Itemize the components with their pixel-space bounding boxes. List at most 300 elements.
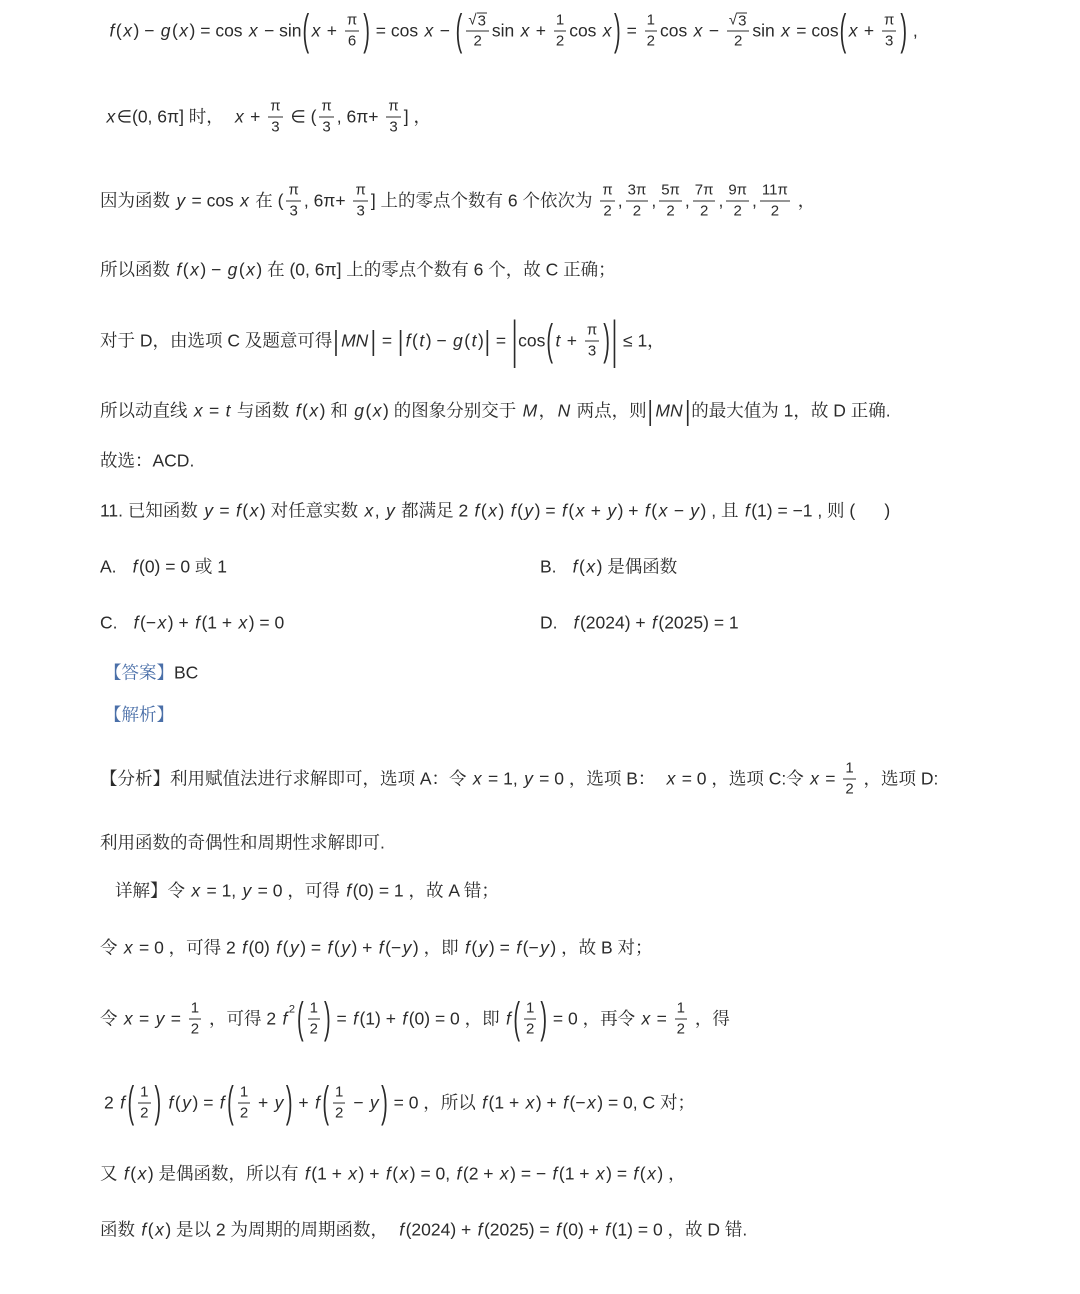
math-variable: y	[607, 500, 617, 521]
fraction-numerator: π	[882, 12, 896, 32]
right-bar: |	[685, 395, 691, 427]
text-run: 因为函数	[100, 190, 175, 211]
right-bar: |	[611, 312, 618, 370]
text-run: ) 是偶函数，所以有	[147, 1163, 304, 1184]
text-run: 又	[100, 1163, 123, 1184]
math-variable: y	[690, 500, 700, 521]
text-run: ) =	[488, 937, 515, 958]
text-run: +	[561, 330, 582, 351]
math-variable: x	[424, 20, 434, 41]
math-variable: y	[341, 937, 350, 958]
math-variable: f	[652, 612, 657, 633]
fraction-numerator: π	[600, 182, 614, 202]
fraction	[882, 12, 896, 51]
math-variable: f	[405, 330, 411, 351]
parenthesized-group	[839, 6, 908, 56]
math-variable: f	[235, 500, 241, 521]
text-run: (	[412, 330, 418, 351]
math-variable: f	[133, 612, 139, 633]
group-content	[518, 316, 611, 366]
text-run: ) ，故 B 对；	[550, 937, 653, 958]
math-variable: f	[572, 556, 578, 577]
math-variable: f	[276, 937, 282, 958]
text-run: ,	[374, 500, 385, 521]
text-run: ) = 0, C 对；	[597, 1092, 696, 1113]
math-variable: f	[378, 937, 384, 958]
detail-line-1	[115, 881, 499, 902]
text-run: 令	[100, 1008, 123, 1029]
text-run: ) =	[300, 937, 326, 958]
fraction-numerator: 1	[554, 12, 566, 32]
text-run: √	[728, 11, 738, 29]
math-variable: M	[522, 400, 538, 421]
parenthesized-group	[296, 994, 332, 1044]
parenthesized-group	[126, 1078, 162, 1128]
math-variable: x	[123, 1008, 133, 1029]
right-parenthesis: )	[900, 6, 907, 56]
text-run: ，得	[690, 1008, 730, 1029]
math-variable: t	[471, 330, 477, 351]
text-run: 与函数	[231, 400, 295, 421]
detail-line-6	[100, 1220, 747, 1241]
fraction-numerator: π	[585, 322, 599, 342]
text-run: = 1,	[483, 768, 523, 789]
fraction-numerator: 1	[524, 1000, 536, 1020]
math-variable: f	[346, 880, 352, 901]
group-content	[463, 12, 613, 51]
math-variable: f	[516, 937, 522, 958]
math-variable: x	[238, 612, 248, 633]
group-content	[654, 401, 684, 422]
left-parenthesis: (	[839, 6, 847, 56]
math-variable: x	[848, 20, 858, 41]
group-content	[235, 1084, 285, 1123]
math-variable: f	[304, 1163, 310, 1184]
text-run: (1 +	[311, 1163, 347, 1184]
text-run: (0) = 1 ，故 A 错；	[352, 880, 499, 901]
fraction-numerator: π	[286, 182, 300, 202]
math-variable: f	[402, 1008, 408, 1029]
fraction	[333, 1084, 345, 1123]
fraction	[189, 1000, 201, 1039]
text-run: 令	[100, 937, 123, 958]
option-d	[540, 613, 739, 634]
math-variable: f	[477, 1219, 483, 1240]
fraction	[626, 182, 649, 221]
text-run: (	[471, 937, 478, 958]
math-variable: y	[369, 1092, 379, 1113]
text-run: ) +	[351, 937, 378, 958]
answer-line	[104, 663, 198, 684]
math-variable: x	[364, 500, 374, 521]
math-variable: f	[315, 1092, 320, 1113]
math-variable: x	[693, 20, 703, 41]
question-11-stem	[100, 501, 890, 522]
text-run: ) +	[535, 1092, 562, 1113]
fraction-denominator: 3	[289, 202, 298, 220]
fraction-denominator: 2	[845, 780, 854, 798]
fraction-denominator: 2	[733, 202, 742, 220]
math-variable: x	[235, 106, 244, 127]
left-bar: |	[511, 312, 518, 370]
math-variable: x	[179, 20, 189, 41]
text-run: sin	[752, 20, 780, 41]
text-run: =	[651, 1008, 672, 1029]
math-variable: f	[563, 1092, 568, 1113]
radicand: 3	[738, 12, 747, 30]
math-variable: x	[309, 400, 319, 421]
left-parenthesis: (	[546, 316, 554, 366]
fraction-numerator: π	[386, 98, 400, 118]
text-run: (	[480, 500, 487, 521]
text-run: (	[651, 500, 658, 521]
text-run: =	[490, 330, 511, 351]
math-variable: f	[399, 1219, 405, 1240]
fraction	[308, 1000, 320, 1039]
fraction-numerator: 1	[238, 1084, 250, 1104]
absolute-value	[332, 325, 377, 357]
left-parenthesis: (	[302, 6, 310, 56]
math-variable: f	[132, 556, 138, 577]
parenthesized-group	[512, 994, 548, 1044]
math-variable: f	[561, 500, 567, 521]
text-run: ) = 0,	[409, 1163, 455, 1184]
math-variable: x	[641, 1008, 651, 1029]
math-variable: y	[204, 500, 214, 521]
text-run: 故选：ACD.	[100, 450, 195, 471]
fraction-denominator: 2	[555, 32, 565, 50]
fraction-denominator: 2	[733, 32, 743, 50]
group-content	[310, 12, 362, 51]
text-run: (1 +	[201, 612, 237, 633]
math-variable: f	[168, 1092, 174, 1113]
group-content	[521, 1000, 539, 1039]
left-parenthesis: (	[513, 994, 521, 1044]
text-run: (	[579, 556, 585, 577]
text-run: 两点，则	[571, 400, 647, 421]
math-variable: f	[552, 1163, 558, 1184]
fraction	[353, 182, 367, 221]
text-run: )	[498, 500, 510, 521]
text-run: (	[639, 1163, 646, 1184]
math-variable: t	[225, 400, 231, 421]
math-variable: x	[193, 400, 203, 421]
text-run: (	[115, 20, 122, 41]
text-run: =	[621, 20, 642, 41]
text-run: ) −	[425, 330, 452, 351]
math-variable: y	[155, 1008, 165, 1029]
math-variable: y	[385, 500, 395, 521]
text-run: ) −	[200, 259, 227, 280]
text-run: = 0 ，所以	[388, 1092, 481, 1113]
text-run: =	[204, 400, 225, 421]
right-parenthesis: )	[540, 994, 548, 1044]
fraction	[727, 12, 750, 51]
text-run: =	[214, 500, 235, 521]
text-run: ) = 0	[248, 612, 285, 633]
text-run: 【分析】利用赋值法进行求解即可，选项 A：令	[100, 768, 472, 789]
fraction-denominator: 3	[884, 32, 894, 50]
math-variable: t	[419, 330, 425, 351]
math-variable: y	[176, 190, 186, 211]
math-variable: x	[587, 1092, 596, 1113]
text-run: ) = cos	[189, 20, 248, 41]
text-run: − sin	[259, 20, 302, 41]
previous-final-choice-line	[100, 451, 194, 472]
math-variable: f	[464, 937, 470, 958]
text-run: −	[668, 500, 689, 521]
text-run: (2024) +	[405, 1219, 477, 1240]
text-run: cos	[569, 20, 602, 41]
text-run: (1) +	[359, 1008, 401, 1029]
text-run: (0)	[248, 937, 275, 958]
fraction-denominator: 2	[770, 202, 780, 220]
math-variable: f	[295, 400, 301, 421]
text-run: (−	[139, 612, 157, 633]
math-variable: x	[372, 400, 382, 421]
text-run: ≤ 1，	[618, 330, 665, 351]
fraction-denominator: 2	[473, 32, 482, 50]
fraction-denominator: 3	[587, 342, 597, 360]
math-variable: x	[666, 768, 676, 789]
text-run: 2	[104, 1092, 119, 1113]
fraction	[585, 322, 599, 361]
text-run: BC	[174, 662, 199, 683]
text-run: (	[464, 330, 471, 351]
text-run: (	[333, 937, 340, 958]
text-run: (	[302, 400, 308, 421]
math-variable: x	[190, 259, 199, 280]
right-parenthesis: )	[363, 6, 370, 56]
fraction-numerator: 11π	[760, 182, 790, 202]
fraction	[286, 182, 300, 221]
difference-simplification-line	[108, 6, 918, 56]
text-run: (2025) =	[483, 1219, 555, 1240]
math-variable: x	[246, 259, 255, 280]
math-variable: f	[195, 612, 200, 633]
text-run: (2025) = 1	[658, 612, 739, 633]
fraction-denominator: 2	[666, 202, 675, 220]
fraction-numerator: π	[268, 98, 282, 118]
text-run: −	[434, 20, 455, 41]
text-run: = 0 ，可得 2	[134, 937, 241, 958]
math-variable: g	[160, 20, 171, 41]
text-run: (	[174, 1092, 181, 1113]
text-run: (	[517, 500, 523, 521]
option-c	[100, 613, 284, 634]
text-run: ) 对任意实数	[259, 500, 363, 521]
left-parenthesis: (	[127, 1078, 135, 1128]
right-bar: |	[370, 325, 376, 357]
text-run: (	[568, 500, 575, 521]
section-label: 【答案】	[104, 662, 174, 683]
math-variable: y	[478, 937, 488, 958]
fraction	[726, 182, 749, 221]
text-run: (	[130, 1163, 137, 1184]
text-run: = cos	[186, 190, 239, 211]
text-run: ) , 且	[700, 500, 744, 521]
text-run: +	[253, 1092, 274, 1113]
left-parenthesis: (	[322, 1078, 330, 1128]
math-variable: g	[227, 259, 238, 280]
radicand: 3	[477, 12, 486, 30]
text-run: 所以动直线	[100, 400, 193, 421]
text-run: +	[859, 20, 879, 41]
math-variable: x	[399, 1163, 409, 1184]
text-run: √	[468, 11, 477, 29]
fraction-numerator	[727, 12, 750, 32]
text-run: (	[392, 1163, 399, 1184]
math-variable: x	[123, 937, 133, 958]
text-run: (0) = 0 ，即	[408, 1008, 505, 1029]
text-run: +	[321, 20, 342, 41]
text-run: =	[820, 768, 841, 789]
parenthesized-group	[545, 316, 611, 366]
fraction-numerator: 5π	[659, 182, 682, 202]
math-variable: f	[242, 937, 247, 958]
math-variable: f	[505, 1008, 511, 1029]
text-run: ,	[617, 190, 623, 211]
fraction-denominator: 3	[322, 118, 331, 136]
fraction-denominator: 2	[239, 1104, 249, 1122]
absolute-value	[397, 325, 491, 357]
fraction-denominator: 2	[190, 1020, 200, 1038]
fraction-numerator: 1	[308, 1000, 320, 1020]
math-variable: MN	[655, 400, 683, 421]
left-bar: |	[397, 325, 404, 357]
fraction-denominator: 2	[632, 202, 642, 220]
text-run: ,	[718, 190, 724, 211]
math-variable: x	[123, 20, 132, 41]
text-run: ) ，即	[412, 937, 464, 958]
fraction-denominator: 2	[140, 1104, 149, 1122]
text-run: B.	[540, 556, 572, 577]
fraction-numerator	[466, 12, 489, 32]
fraction-denominator: 3	[389, 118, 398, 136]
math-variable: t	[555, 330, 561, 351]
text-run: −	[703, 20, 724, 41]
fraction	[554, 12, 566, 51]
math-variable: x	[595, 1163, 605, 1184]
fraction	[268, 98, 282, 137]
text-run: D.	[540, 612, 573, 633]
text-run: ) =	[606, 1163, 632, 1184]
math-variable: f	[176, 259, 182, 280]
math-variable: f	[633, 1163, 639, 1184]
math-variable: y	[524, 768, 533, 789]
fraction	[238, 1084, 250, 1123]
math-variable: x	[106, 106, 116, 127]
fraction-numerator: 1	[675, 1000, 687, 1020]
fraction-denominator: 2	[676, 1020, 685, 1038]
text-run: (	[147, 1219, 154, 1240]
text-run: cos	[518, 330, 546, 351]
math-variable: x	[191, 880, 201, 901]
text-run: ,	[651, 190, 657, 211]
text-run: (1 +	[558, 1163, 595, 1184]
math-variable: g	[354, 400, 364, 421]
fraction-denominator: 3	[271, 118, 280, 136]
group-content	[847, 12, 899, 51]
text-run: cos	[660, 20, 693, 41]
math-variable: y	[289, 937, 299, 958]
fraction-denominator: 2	[603, 202, 612, 220]
text-run: +	[585, 500, 606, 521]
math-variable: x	[348, 1163, 358, 1184]
fraction-denominator: 2	[646, 32, 656, 50]
fraction-numerator: π	[319, 98, 333, 118]
fraction-numerator: π	[353, 182, 367, 202]
parenthesized-group	[226, 1078, 293, 1128]
text-run: ] ，	[403, 106, 431, 127]
text-run: (1 +	[488, 1092, 525, 1113]
math-variable: x	[602, 20, 612, 41]
math-variable: f	[510, 500, 516, 521]
math-variable: f	[482, 1092, 488, 1113]
math-variable: f	[644, 500, 650, 521]
math-variable: y	[274, 1092, 284, 1113]
math-variable: x	[311, 20, 321, 41]
parenthesized-group	[321, 1078, 388, 1128]
fraction	[386, 98, 400, 137]
text-run: = cos	[791, 20, 839, 41]
fraction	[524, 1000, 536, 1039]
text-run: = 0 ，选项 C:令	[676, 768, 809, 789]
interval-line	[105, 98, 431, 137]
text-run: (1) = −1 , 则 ( )	[751, 500, 891, 521]
superscript: 2	[288, 1003, 295, 1016]
text-run: sin	[491, 20, 520, 41]
text-run: ] 上的零点个数有 6 个依次为	[370, 190, 598, 211]
group-content	[135, 1084, 153, 1123]
text-run: = 0 ，再令	[548, 1008, 640, 1029]
math-variable: x	[520, 20, 530, 41]
math-variable: x	[472, 768, 482, 789]
left-parenthesis: (	[455, 6, 463, 56]
text-run: = 1,	[201, 880, 242, 901]
math-variable: x	[240, 190, 249, 211]
math-variable: MN	[341, 330, 369, 351]
right-parenthesis: )	[603, 316, 610, 366]
option-d-bound-line	[100, 312, 665, 370]
group-content	[305, 1000, 323, 1039]
text-run: (2 +	[462, 1163, 499, 1184]
cosine-zeros-line	[100, 182, 815, 221]
text-run: A.	[100, 556, 132, 577]
group-content	[404, 331, 484, 352]
fraction	[675, 1000, 687, 1039]
text-run: ，选项 D:	[858, 768, 939, 789]
text-run: (	[282, 937, 289, 958]
fraction	[760, 182, 790, 221]
math-variable: y	[540, 937, 549, 958]
text-run: (−	[569, 1092, 586, 1113]
math-variable: x	[488, 500, 497, 521]
text-run: ) 在 (0, 6π] 上的零点个数有 6 个，故 C 正确；	[256, 259, 616, 280]
fraction	[600, 182, 614, 221]
option-d-conclusion-line	[100, 395, 891, 427]
text-run: ) 是以 2 为周期的周期函数，	[165, 1219, 398, 1240]
text-run: ) +	[167, 612, 194, 633]
math-variable: f	[573, 612, 579, 633]
math-variable: f	[556, 1219, 561, 1240]
math-variable: x	[249, 500, 259, 521]
absolute-value	[647, 395, 692, 427]
text-run: 利用函数的奇偶性和周期性求解即可.	[100, 832, 385, 853]
fraction-numerator: 7π	[693, 182, 716, 202]
group-content	[554, 322, 602, 361]
fraction-numerator: 1	[138, 1084, 150, 1104]
